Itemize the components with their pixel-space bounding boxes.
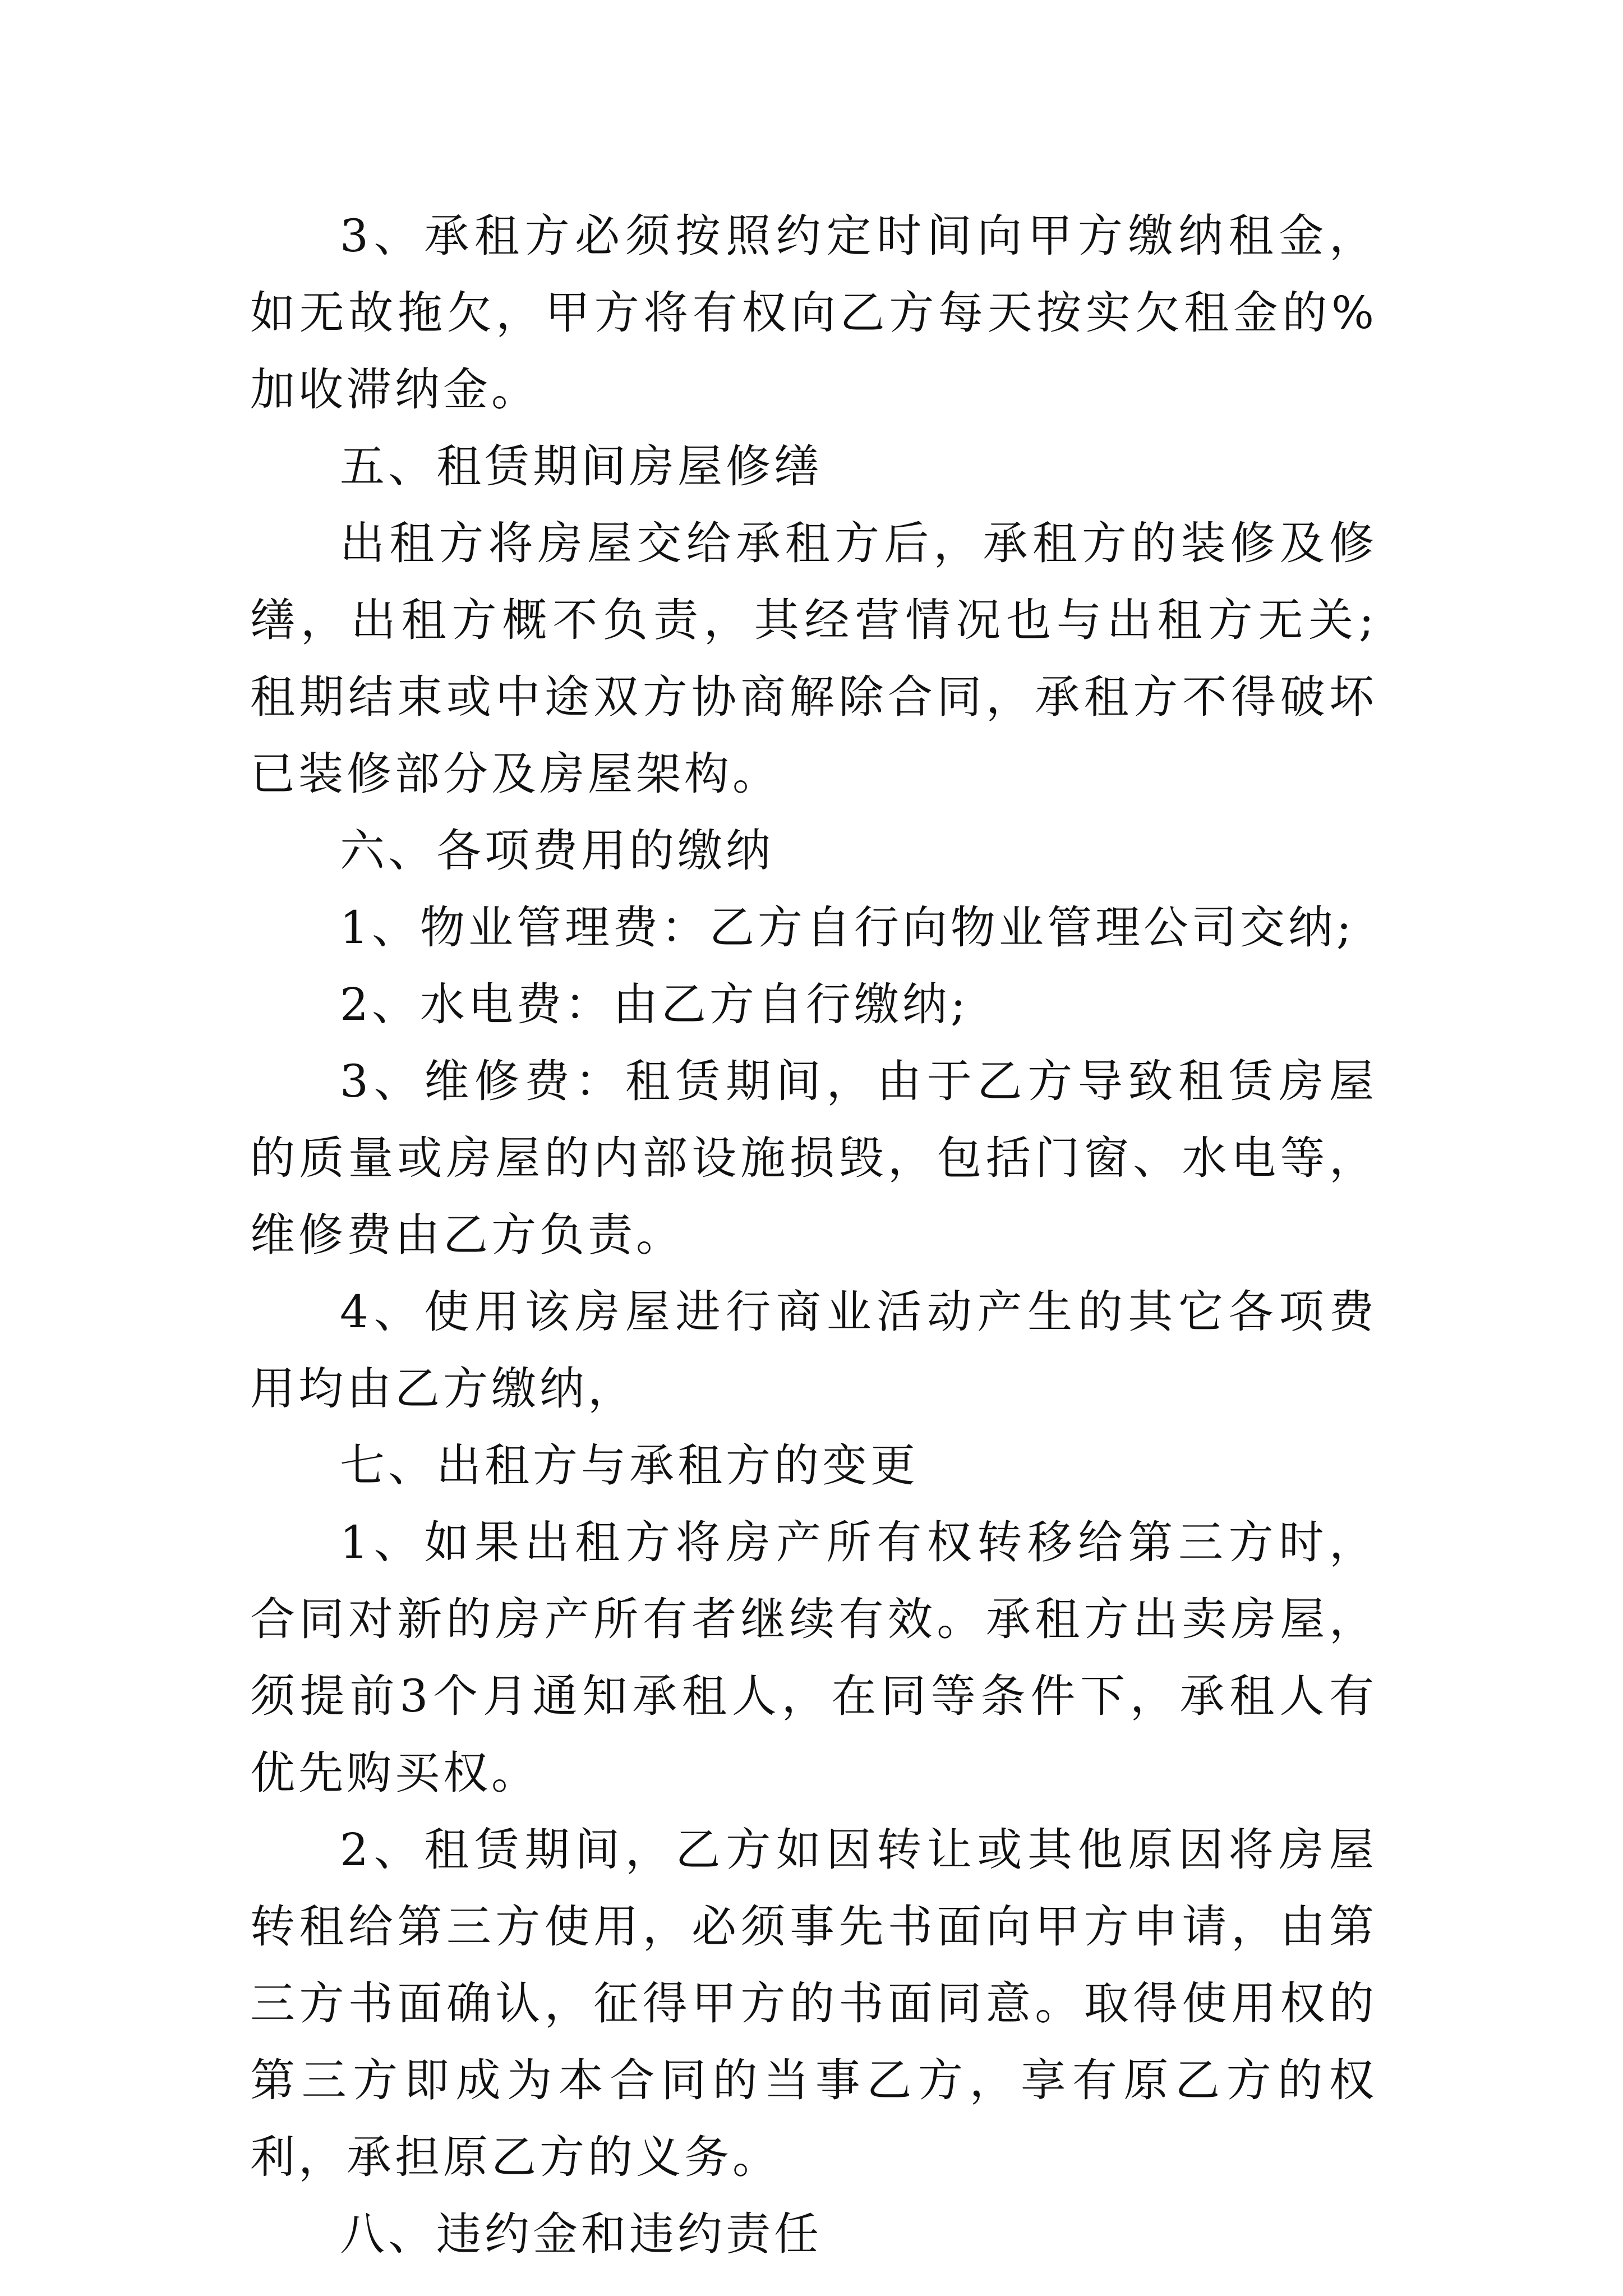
document-body xyxy=(250,197,1377,2272)
paragraph-ownership-transfer: 1、如果出租方将房产所有权转移给第三方时，合同对新的房产所有者继续有效。承租方出卖房屋，须提前3个月通知承租人，在同等条件下，承租人有优先购买权。 xyxy=(250,1516,1377,1799)
paragraph-repairs: 出租方将房屋交给承租方后，承租方的装修及修缮，出租方概不负责，其经营情况也与出租方无关;租期结束或中途双方协商解除合同，承租方不得破坏已装修部分及房屋架构。 xyxy=(250,517,1377,800)
section-heading-fees: 六、各项费用的缴纳 xyxy=(340,825,774,877)
section-heading-party-change: 七、出租方与承租方的变更 xyxy=(340,1439,919,1492)
paragraph-sublease: 2、租赁期间，乙方如因转让或其他原因将房屋转租给第三方使用，必须事先书面向甲方申请，由第三方书面确认，征得甲方的书面同意。取得使用权的第三方即成为本合同的当事乙方，享有原乙方的权利，承担原乙方的义务。 xyxy=(250,1824,1377,2183)
section-heading-repairs: 五、租赁期间房屋修缮 xyxy=(340,440,822,493)
paragraph-rent-payment-clause: 3、承租方必须按照约定时间向甲方缴纳租金，如无故拖欠，甲方将有权向乙方每天按实欠租金的%加收滞纳金。 xyxy=(250,210,1377,416)
paragraph-other-fees: 4、使用该房屋进行商业活动产生的其它各项费用均由乙方缴纳， xyxy=(250,1286,1377,1415)
paragraph-maintenance-fee: 3、维修费：租赁期间，由于乙方导致租赁房屋的质量或房屋的内部设施损毁，包括门窗、水电等，维修费由乙方负责。 xyxy=(250,1055,1377,1261)
section-heading-liability: 八、违约金和违约责任 xyxy=(340,2208,822,2260)
paragraph-property-fee: 1、物业管理费：乙方自行向物业管理公司交纳; xyxy=(340,901,1355,954)
paragraph-utilities-fee: 2、水电费：由乙方自行缴纳; xyxy=(340,978,969,1030)
